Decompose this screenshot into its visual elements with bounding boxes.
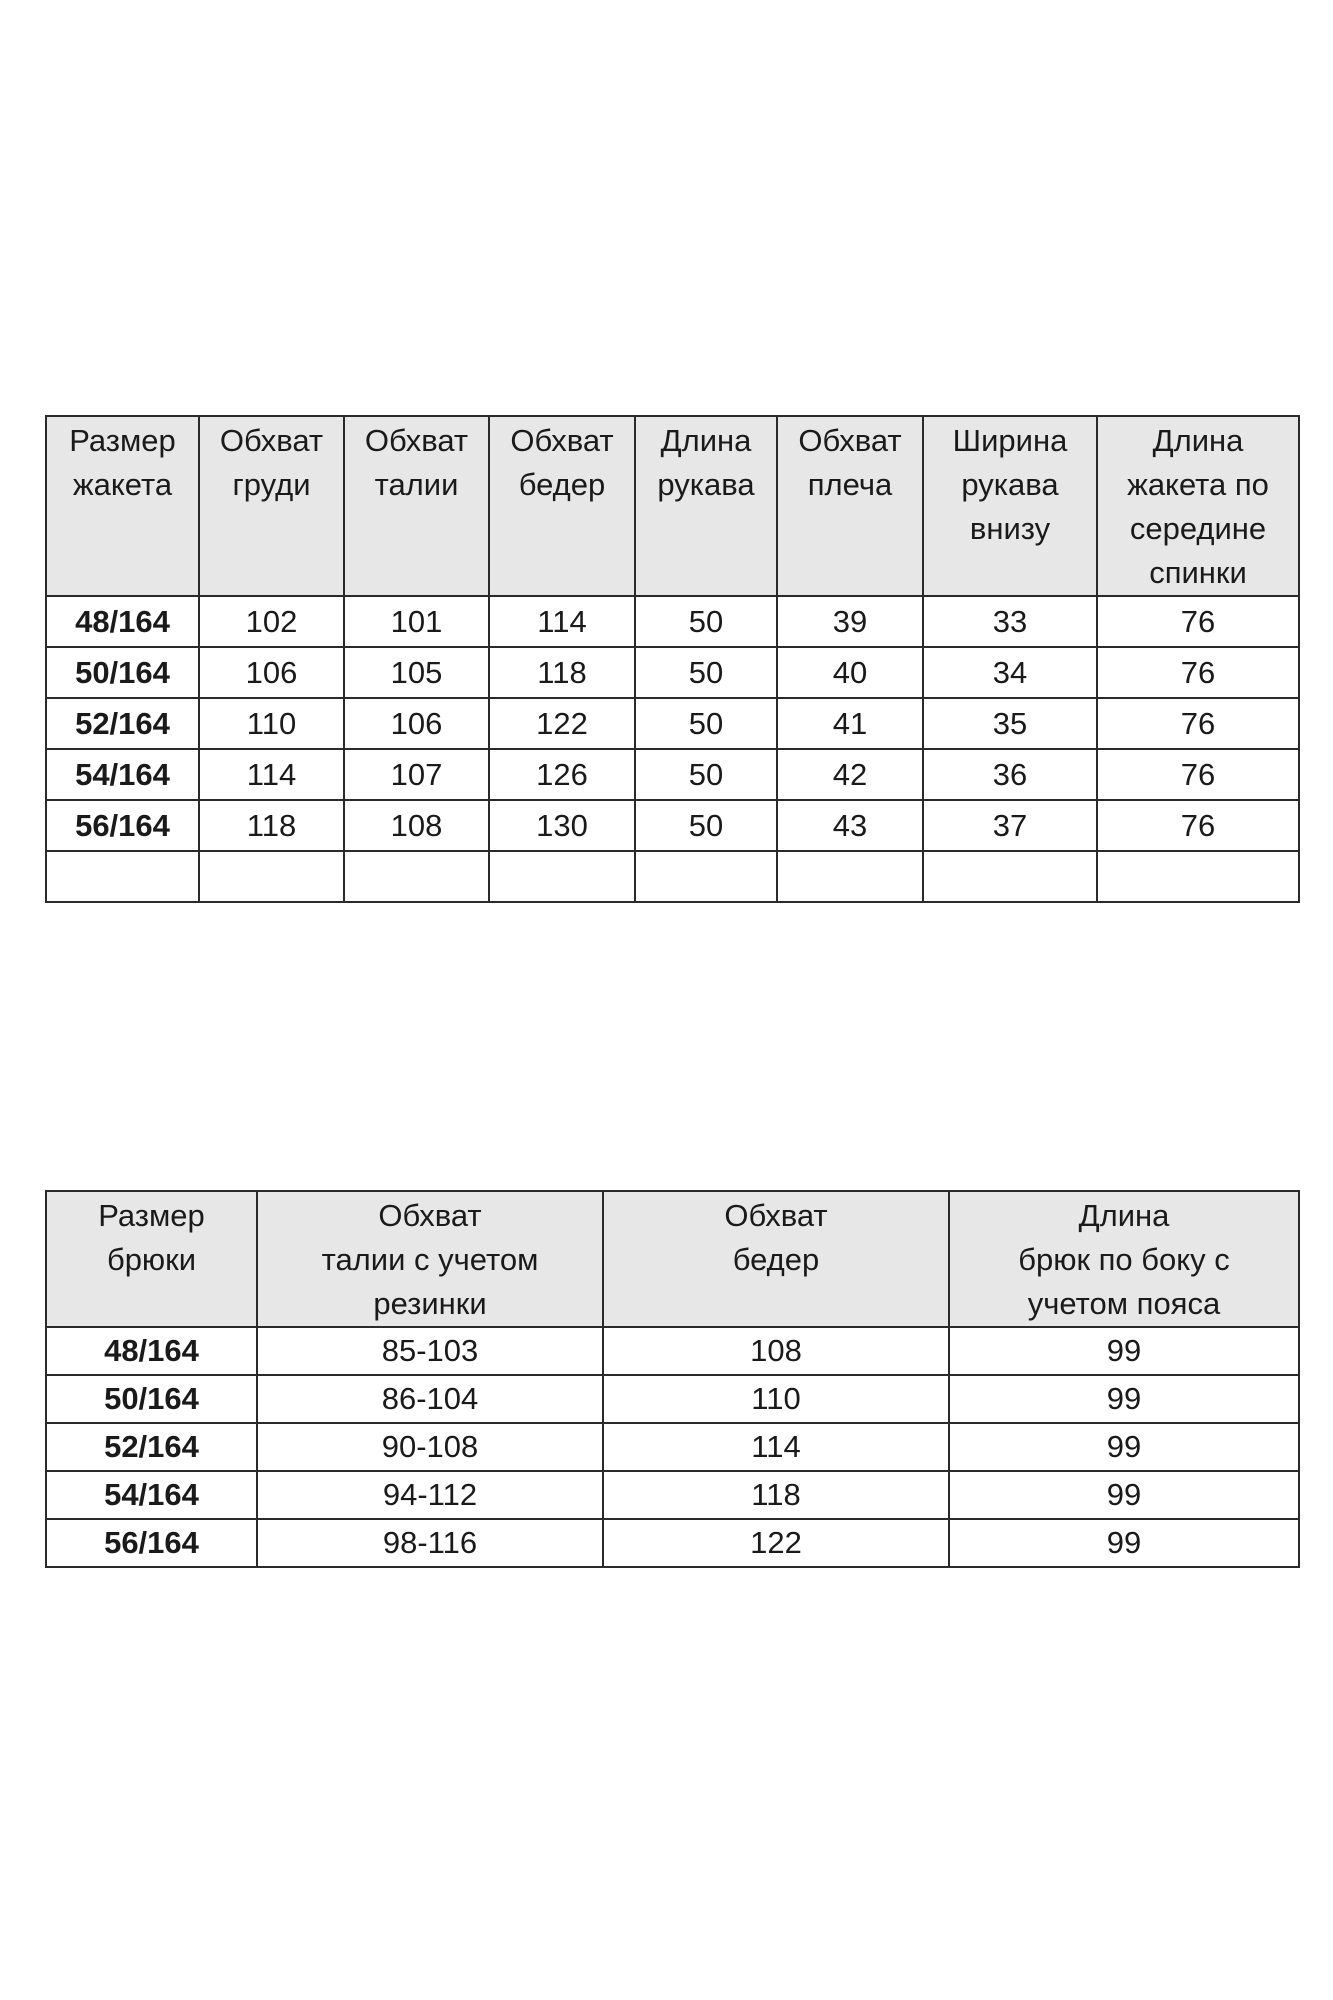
table-cell <box>344 851 489 902</box>
jacket-header-back-length: Длина жакета по середине спинки <box>1097 416 1299 596</box>
table-row <box>46 647 1299 698</box>
table-row <box>46 800 1299 851</box>
table-row <box>46 596 1299 647</box>
table-cell: 40 <box>777 647 923 698</box>
table-cell: 118 <box>603 1471 949 1519</box>
table-cell <box>1097 851 1299 902</box>
table-cell: 101 <box>344 596 489 647</box>
table-cell <box>635 851 777 902</box>
table-cell: 110 <box>199 698 344 749</box>
trousers-header-size: Размер брюки <box>46 1191 257 1327</box>
table-cell <box>923 851 1097 902</box>
table-cell: 42 <box>777 749 923 800</box>
table-cell: 110 <box>603 1375 949 1423</box>
jacket-header-hips: Обхват бедер <box>489 416 635 596</box>
table-cell: 37 <box>923 800 1097 851</box>
jacket-header-row <box>46 416 1299 596</box>
table-cell: 99 <box>949 1471 1299 1519</box>
table-cell <box>199 851 344 902</box>
table-cell: 105 <box>344 647 489 698</box>
table-cell: 76 <box>1097 749 1299 800</box>
trousers-header-length: Длина брюк по боку с учетом пояса <box>949 1191 1299 1327</box>
table-cell: 76 <box>1097 698 1299 749</box>
table-cell: 85-103 <box>257 1327 603 1375</box>
table-row <box>46 1423 1299 1471</box>
table-cell: 76 <box>1097 647 1299 698</box>
table-cell: 99 <box>949 1519 1299 1567</box>
table-cell: 50 <box>635 647 777 698</box>
size-cell: 56/164 <box>46 800 199 851</box>
table-row <box>46 1375 1299 1423</box>
table-cell: 39 <box>777 596 923 647</box>
table-cell: 50 <box>635 698 777 749</box>
table-cell: 114 <box>603 1423 949 1471</box>
jacket-size-table <box>45 415 1300 903</box>
jacket-header-shoulder: Обхват плеча <box>777 416 923 596</box>
size-cell: 50/164 <box>46 647 199 698</box>
table-row <box>46 1519 1299 1567</box>
trousers-header-waist: Обхват талии с учетом резинки <box>257 1191 603 1327</box>
table-cell: 41 <box>777 698 923 749</box>
trousers-size-table <box>45 1190 1300 1568</box>
table-cell: 126 <box>489 749 635 800</box>
jacket-header-size: Размер жакета <box>46 416 199 596</box>
table-row <box>46 1327 1299 1375</box>
table-cell: 99 <box>949 1423 1299 1471</box>
table-cell: 106 <box>199 647 344 698</box>
size-cell: 56/164 <box>46 1519 257 1567</box>
table-cell: 118 <box>199 800 344 851</box>
table-cell: 99 <box>949 1375 1299 1423</box>
table-cell: 102 <box>199 596 344 647</box>
jacket-header-sleeve-width: Ширина рукава внизу <box>923 416 1097 596</box>
table-row <box>46 1471 1299 1519</box>
table-cell: 108 <box>344 800 489 851</box>
size-cell <box>46 851 199 902</box>
table-row <box>46 749 1299 800</box>
table-cell: 118 <box>489 647 635 698</box>
table-cell: 106 <box>344 698 489 749</box>
table-cell: 33 <box>923 596 1097 647</box>
jacket-header-waist: Обхват талии <box>344 416 489 596</box>
table-cell: 34 <box>923 647 1097 698</box>
table-cell <box>777 851 923 902</box>
table-cell: 98-116 <box>257 1519 603 1567</box>
trousers-header-hips: Обхват бедер <box>603 1191 949 1327</box>
table-cell: 130 <box>489 800 635 851</box>
size-cell: 48/164 <box>46 1327 257 1375</box>
size-cell: 54/164 <box>46 1471 257 1519</box>
size-cell: 54/164 <box>46 749 199 800</box>
table-row-empty <box>46 851 1299 902</box>
table-cell: 114 <box>489 596 635 647</box>
trousers-header-row <box>46 1191 1299 1327</box>
table-row <box>46 698 1299 749</box>
table-cell: 107 <box>344 749 489 800</box>
jacket-header-chest: Обхват груди <box>199 416 344 596</box>
size-cell: 48/164 <box>46 596 199 647</box>
table-cell: 108 <box>603 1327 949 1375</box>
size-cell: 52/164 <box>46 1423 257 1471</box>
size-cell: 52/164 <box>46 698 199 749</box>
table-cell: 122 <box>603 1519 949 1567</box>
table-cell: 90-108 <box>257 1423 603 1471</box>
table-cell: 36 <box>923 749 1097 800</box>
table-cell: 50 <box>635 800 777 851</box>
table-cell: 114 <box>199 749 344 800</box>
table-cell: 50 <box>635 596 777 647</box>
table-cell: 99 <box>949 1327 1299 1375</box>
table-cell: 50 <box>635 749 777 800</box>
table-cell: 76 <box>1097 596 1299 647</box>
jacket-header-sleeve-length: Длина рукава <box>635 416 777 596</box>
table-cell: 76 <box>1097 800 1299 851</box>
table-cell: 86-104 <box>257 1375 603 1423</box>
table-cell: 35 <box>923 698 1097 749</box>
table-cell <box>489 851 635 902</box>
table-cell: 94-112 <box>257 1471 603 1519</box>
table-cell: 43 <box>777 800 923 851</box>
size-cell: 50/164 <box>46 1375 257 1423</box>
table-cell: 122 <box>489 698 635 749</box>
